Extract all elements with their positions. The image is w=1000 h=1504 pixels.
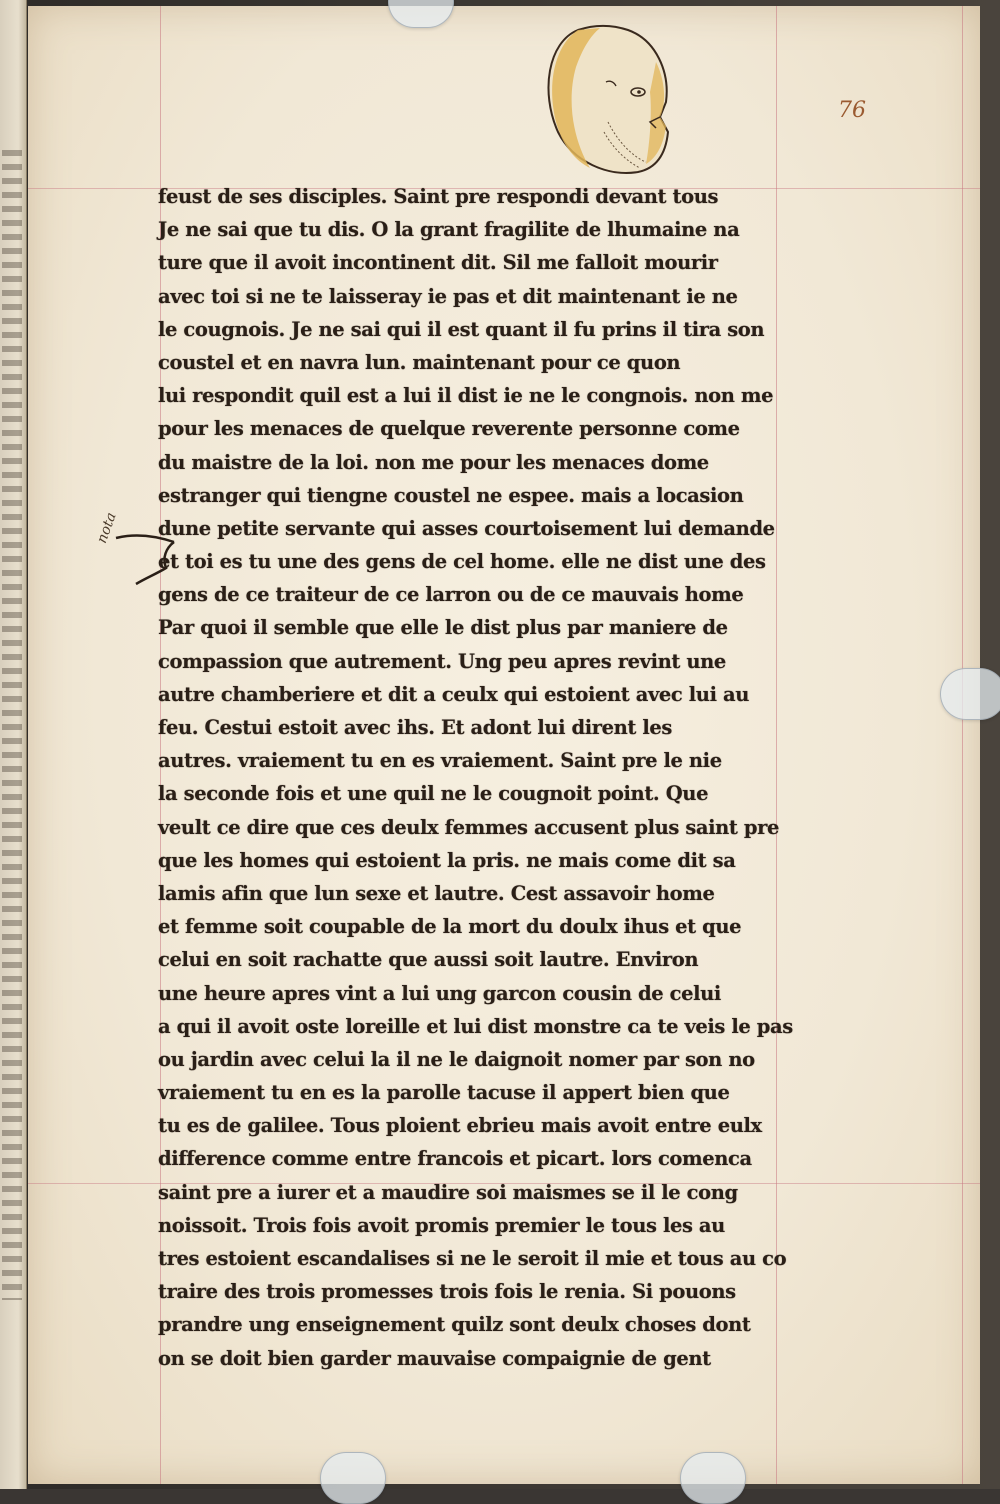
text-line: noissoit. Trois fois avoit promis premier le tous les au — [158, 1213, 725, 1237]
margin-note: nota — [94, 510, 120, 546]
text-line: ou jardin avec celui la il ne le daignoit nomer par son no — [158, 1047, 755, 1071]
text-line: la seconde fois et une quil ne le cougnoit point. Que — [158, 782, 709, 806]
adjacent-page-text — [2, 150, 22, 1300]
page-clip-bottom-left — [320, 1452, 386, 1504]
text-line: pour les menaces de quelque reverente personne come — [158, 417, 740, 441]
text-line: que les homes qui estoient la pris. ne mais come dit sa — [158, 848, 736, 872]
text-line: avec toi si ne te laisseray ie pas et dit maintenant ie ne — [158, 284, 738, 308]
text-line: du maistre de la loi. non me pour les menaces dome — [158, 450, 709, 474]
text-line: estranger qui tiengne coustel ne espee. mais a locasion — [158, 483, 744, 507]
text-line: ture que il avoit incontinent dit. Sil me falloit mourir — [158, 251, 718, 275]
page-clip-bottom-right — [680, 1452, 746, 1504]
text-line: a qui il avoit oste loreille et lui dist monstre ca te veis le pas — [158, 1014, 793, 1038]
text-line: Je ne sai que tu dis. O la grant fragilite de lhumaine na — [158, 218, 740, 242]
text-line: tres estoient escandalises si ne le seroit il mie et tous au co — [158, 1247, 787, 1270]
folio-number: 76 — [838, 98, 866, 123]
text-line: prandre ung enseignement quilz sont deulx choses dont — [158, 1313, 751, 1337]
text-line: autre chamberiere et dit a ceulx qui estoient avec lui au — [158, 682, 749, 706]
text-line: et femme soit coupable de la mort du doulx ihus et que — [158, 915, 742, 939]
text-line: compassion que autrement. Ung peu apres revint une — [158, 649, 726, 673]
text-line: gens de ce traiteur de ce larron ou de ce mauvais home — [158, 583, 744, 607]
text-line: et toi es tu une des gens de cel home. elle ne dist une des — [158, 550, 766, 574]
text-line: une heure apres vint a lui ung garcon cousin de celui — [158, 981, 721, 1005]
text-line: vraiement tu en es la parolle tacuse il appert bien que — [158, 1081, 730, 1105]
text-line: autres. vraiement tu en es vraiement. Saint pre le nie — [158, 749, 722, 773]
text-line: celui en soit rachatte que aussi soit lautre. Environ — [158, 948, 699, 972]
text-line: coustel et en navra lun. maintenant pour ce quon — [158, 350, 681, 374]
text-line: tu es de galilee. Tous ploient ebrieu mais avoit entre eulx — [158, 1114, 762, 1138]
text-line: difference comme entre francois et picart. lors comenca — [158, 1147, 752, 1171]
text-line: lamis afin que lun sexe et lautre. Cest assavoir home — [158, 881, 715, 905]
text-line: feust de ses disciples. Saint pre respondi devant tous — [158, 185, 719, 208]
text-line: Par quoi il semble que elle le dist plus par maniere de — [158, 616, 728, 640]
ruling-line-outer — [962, 6, 963, 1484]
text-line: veult ce dire que ces deulx femmes accusent plus saint pre — [158, 815, 780, 839]
text-line: saint pre a iurer et a maudire soi maismes se il le cong — [158, 1180, 738, 1204]
text-line: traire des trois promesses trois fois le renia. Si pouons — [158, 1280, 736, 1304]
text-line: le cougnois. Je ne sai qui il est quant il fu prins il tira son — [158, 317, 765, 341]
page-clip-right — [940, 668, 1000, 720]
manuscript-text-block — [158, 180, 798, 1375]
adjacent-page-edge — [0, 0, 27, 1489]
text-line: lui respondit quil est a lui il dist ie ne le congnois. non me — [158, 384, 774, 408]
head-drawing — [538, 22, 678, 182]
text-line: on se doit bien garder mauvaise compaignie de gent — [158, 1346, 711, 1370]
text-line: feu. Cestui estoit avec ihs. Et adont lui dirent les — [158, 716, 672, 739]
text-line: dune petite servante qui asses courtoisement lui demande — [158, 516, 775, 540]
